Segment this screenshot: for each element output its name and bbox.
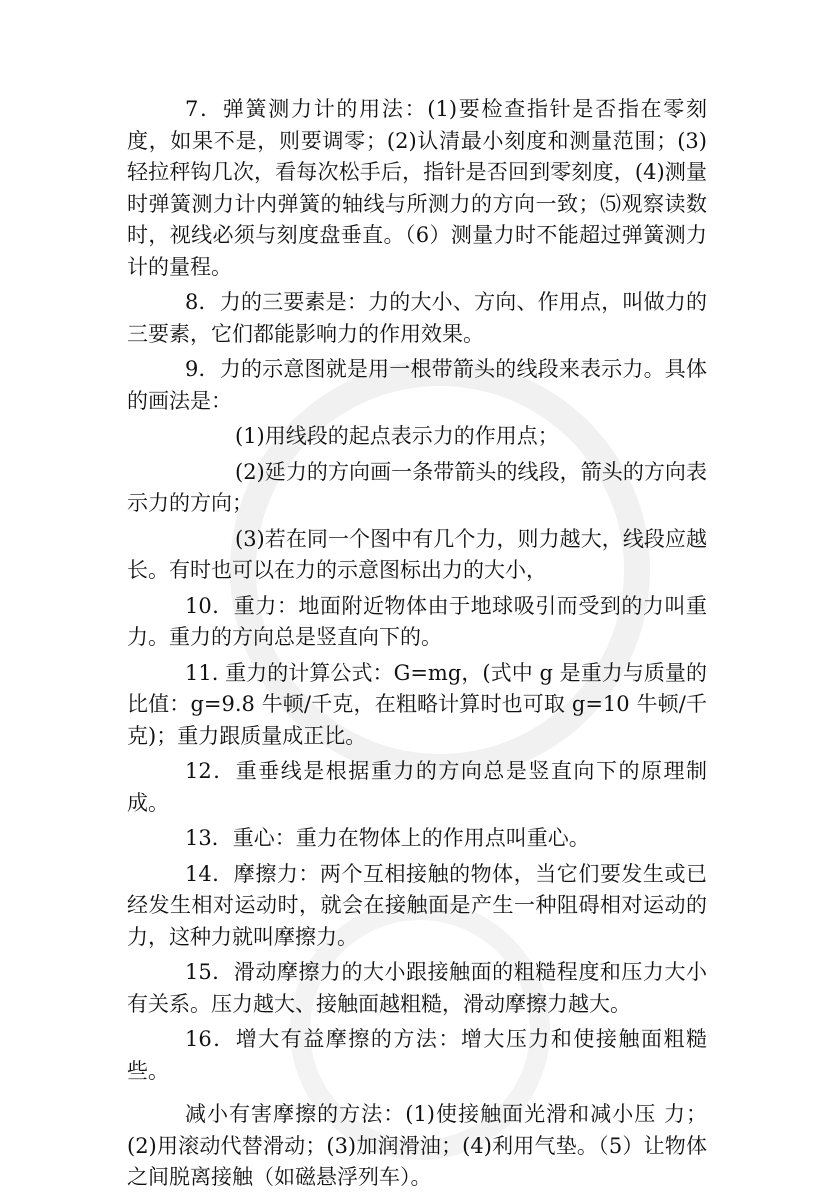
paragraph-11: 11. 重力的计算公式：G=mg，(式中 g 是重力与质量的比值：g=9.8 牛顿/千克，在粗略计算时也可取 g=10 牛顿/千克)；重力跟质量成正比。 (127, 660, 707, 748)
paragraph-10: 10．重力：地面附近物体由于地球吸引而受到的力叫重力。重力的方向总是竖直向下的。 (127, 593, 707, 649)
paragraph-13: 13．重心：重力在物体上的作用点叫重心。 (185, 826, 590, 850)
paragraph-8: 8．力的三要素是：力的大小、方向、作用点，叫做力的三要素，它们都能影响力的作用效果。 (127, 290, 707, 346)
paragraph-17: 减小有害摩擦的方法：(1)使接触面光滑和减小压 力；(2)用滚动代替滑动；(3)加润滑油；(4)利用气垫。（5）让物体之间脱离接触（如磁悬浮列车）。 (127, 1102, 707, 1189)
document-body (127, 94, 707, 1194)
paragraph-14: 14．摩擦力：两个互相接触的物体，当它们要发生或已经发生相对运动时，就会在接触面是产生一种阻碍相对运动的力，这种力就叫摩擦力。 (127, 861, 707, 949)
paragraph-9-item-2: (2)延力的方向画一条带箭头的线段，箭头的方向表示力的方向； (127, 459, 707, 515)
paragraph-9: 9．力的示意图就是用一根带箭头的线段来表示力。具体的画法是： (127, 357, 707, 413)
paragraph-16: 16．增大有益摩擦的方法：增大压力和使接触面粗糙些。 (127, 1027, 707, 1083)
paragraph-12: 12．重垂线是根据重力的方向总是竖直向下的原理制成。 (127, 759, 707, 815)
paragraph-gap (127, 1087, 707, 1099)
paragraph-9-item-3: (3)若在同一个图中有几个力，则力越大，线段应越长。有时也可以在力的示意图标出力的大小， (127, 526, 707, 582)
paragraph-9-item-1: (1)用线段的起点表示力的作用点； (235, 424, 559, 448)
paragraph-7: 7．弹簧测力计的用法：(1)要检查指针是否指在零刻度，如果不是，则要调零；(2)认清最小刻度和测量范围；(3)轻拉秤钩几次，看每次松手后，指针是否回到零刻度，(4)测量时弹簧测力计内弹簧的轴线与所测力的方向一致；⑸观察读数时，视线必须与刻度盘垂直。（6）测量力时不能超过弹簧测力计的量程。 (127, 97, 707, 279)
paragraph-15: 15．滑动摩擦力的大小跟接触面的粗糙程度和压力大小 有关系。压力越大、接触面越粗糙，滑动摩擦力越大。 (127, 960, 707, 1016)
